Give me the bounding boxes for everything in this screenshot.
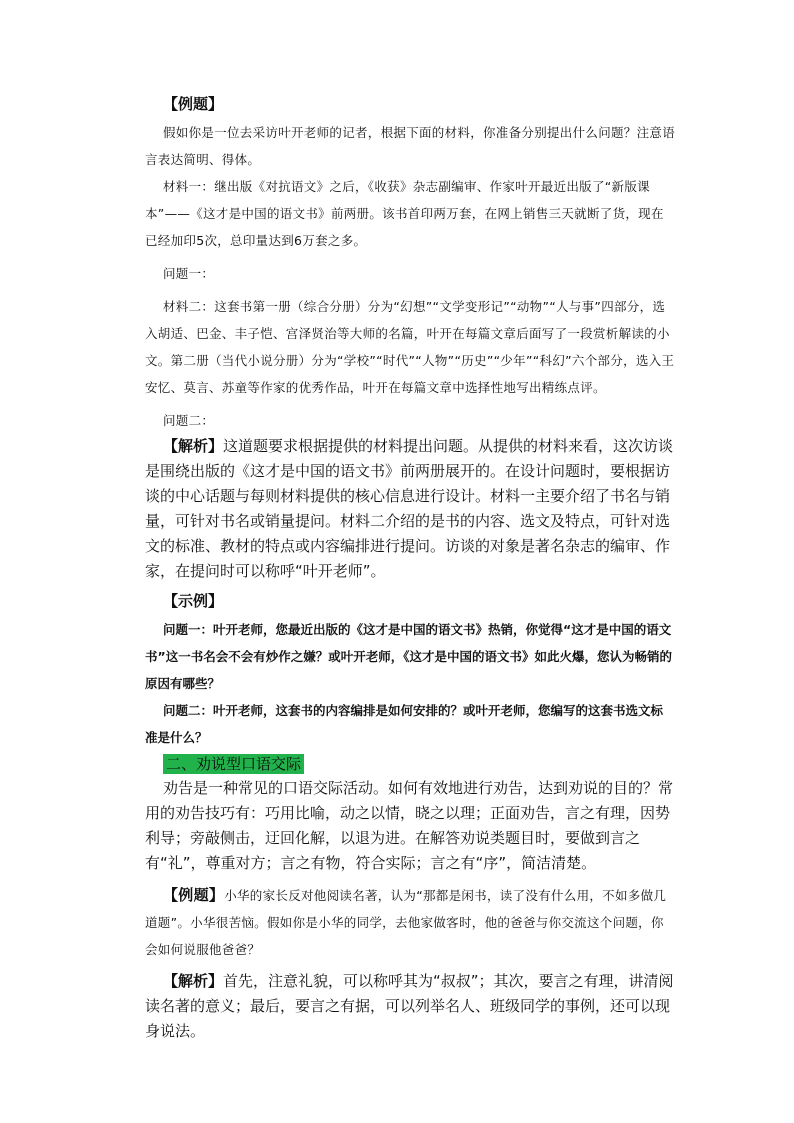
section-title: 二、劝说型口语交际: [163, 754, 304, 774]
question-two-label: 问题二：: [163, 413, 215, 428]
analysis-tag: 【解析】: [163, 437, 224, 455]
section-example: [145, 882, 675, 963]
material-two: 材料二：这套书第一册（综合分册）分为“幻想”“文学变形记”“动物”“人与事”四部分，选入胡适、巴金、丰子恺、宫泽贤治等大师的名篇，叶开在每篇文章后面写了一段赏析解读的小文。第二册（当代小说分册）分为“学校”“时代”“人物”“历史”“少年”“科幻”六个部分，选入王安忆、莫言、苏童等作家的优秀作品，叶开在每篇文章中选择性地写出精练点评。: [145, 299, 675, 395]
analysis-text: 这道题要求根据提供的材料提出问题。从提供的材料来看，这次访谈是围绕出版的《这才是中国的语文书》前两册展开的。在设计问题时，要根据访谈的中心话题与每则材料提供的核心信息进行设计。材料一主要介绍了书名与销量，可针对书名或销量提问。材料二介绍的是书的内容、选文及特点，可针对选文的标准、教材的特点或内容编排进行提问。访谈的对象是著名杂志的编审、作家，在提问时可以称呼“叶开老师”。: [145, 437, 674, 580]
document-body: [145, 93, 675, 1044]
material-one: 材料一：继出版《对抗语文》之后，《收获》杂志副编审、作家叶开最近出版了“新版课本”——《这才是中国的语文书》前两册。该书首印两万套，在网上销售三天就断了货，现在已经加印5次，总印量达到6万套之多。: [145, 179, 664, 248]
section-intro: 劝告是一种常见的口语交际活动。如何有效地进行劝告，达到劝说的目的？常用的劝告技巧有：巧用比喻，动之以情，晓之以理；正面劝告，言之有理，因势利导；旁敲侧击，迂回化解，以退为进。在解答劝说类题目时，要做到言之有“礼”，尊重对方；言之有物，符合实际；言之有“序”，简洁清楚。: [145, 779, 674, 872]
example-question: 假如你是一位去采访叶开老师的记者，根据下面的材料，你准备分别提出什么问题？注意语言表达简明、得体。: [145, 125, 676, 167]
sample-heading: 【示例】: [163, 592, 224, 610]
section-analysis: [145, 969, 675, 1044]
section-title-wrap: [145, 754, 675, 774]
example-heading: 【例题】: [163, 95, 224, 113]
question-one-label: 问题一：: [163, 266, 215, 281]
section-analysis-text: 首先，注意礼貌，可以称呼其为“叔叔”；其次，要言之有理，讲清阅读名著的意义；最后，要言之有据，可以列举名人、班级同学的事例，还可以现身说法。: [145, 972, 674, 1040]
analysis-paragraph: [145, 434, 675, 584]
sample-answer-two: 问题二：叶开老师，这套书的内容编排是如何安排的？或叶开老师，您编写的这套书选文标准是什么？: [145, 703, 664, 745]
section-example-tag: 【例题】: [163, 886, 225, 904]
section-example-text: 小华的家长反对他阅读名著，认为“那都是闲书，读了没有什么用，不如多做几道题”。小华很苦恼。假如你是小华的同学，去他家做客时，他的爸爸与你交流这个问题，你会如何说服他爸爸？: [145, 888, 667, 957]
sample-answer-one: 问题一：叶开老师，您最近出版的《这才是中国的语文书》热销，你觉得“这才是中国的语文书”这一书名会不会有炒作之嫌？或叶开老师，《这才是中国的语文书》如此火爆，您认为畅销的原因有哪些？: [145, 622, 672, 691]
section-analysis-tag: 【解析】: [163, 972, 224, 990]
